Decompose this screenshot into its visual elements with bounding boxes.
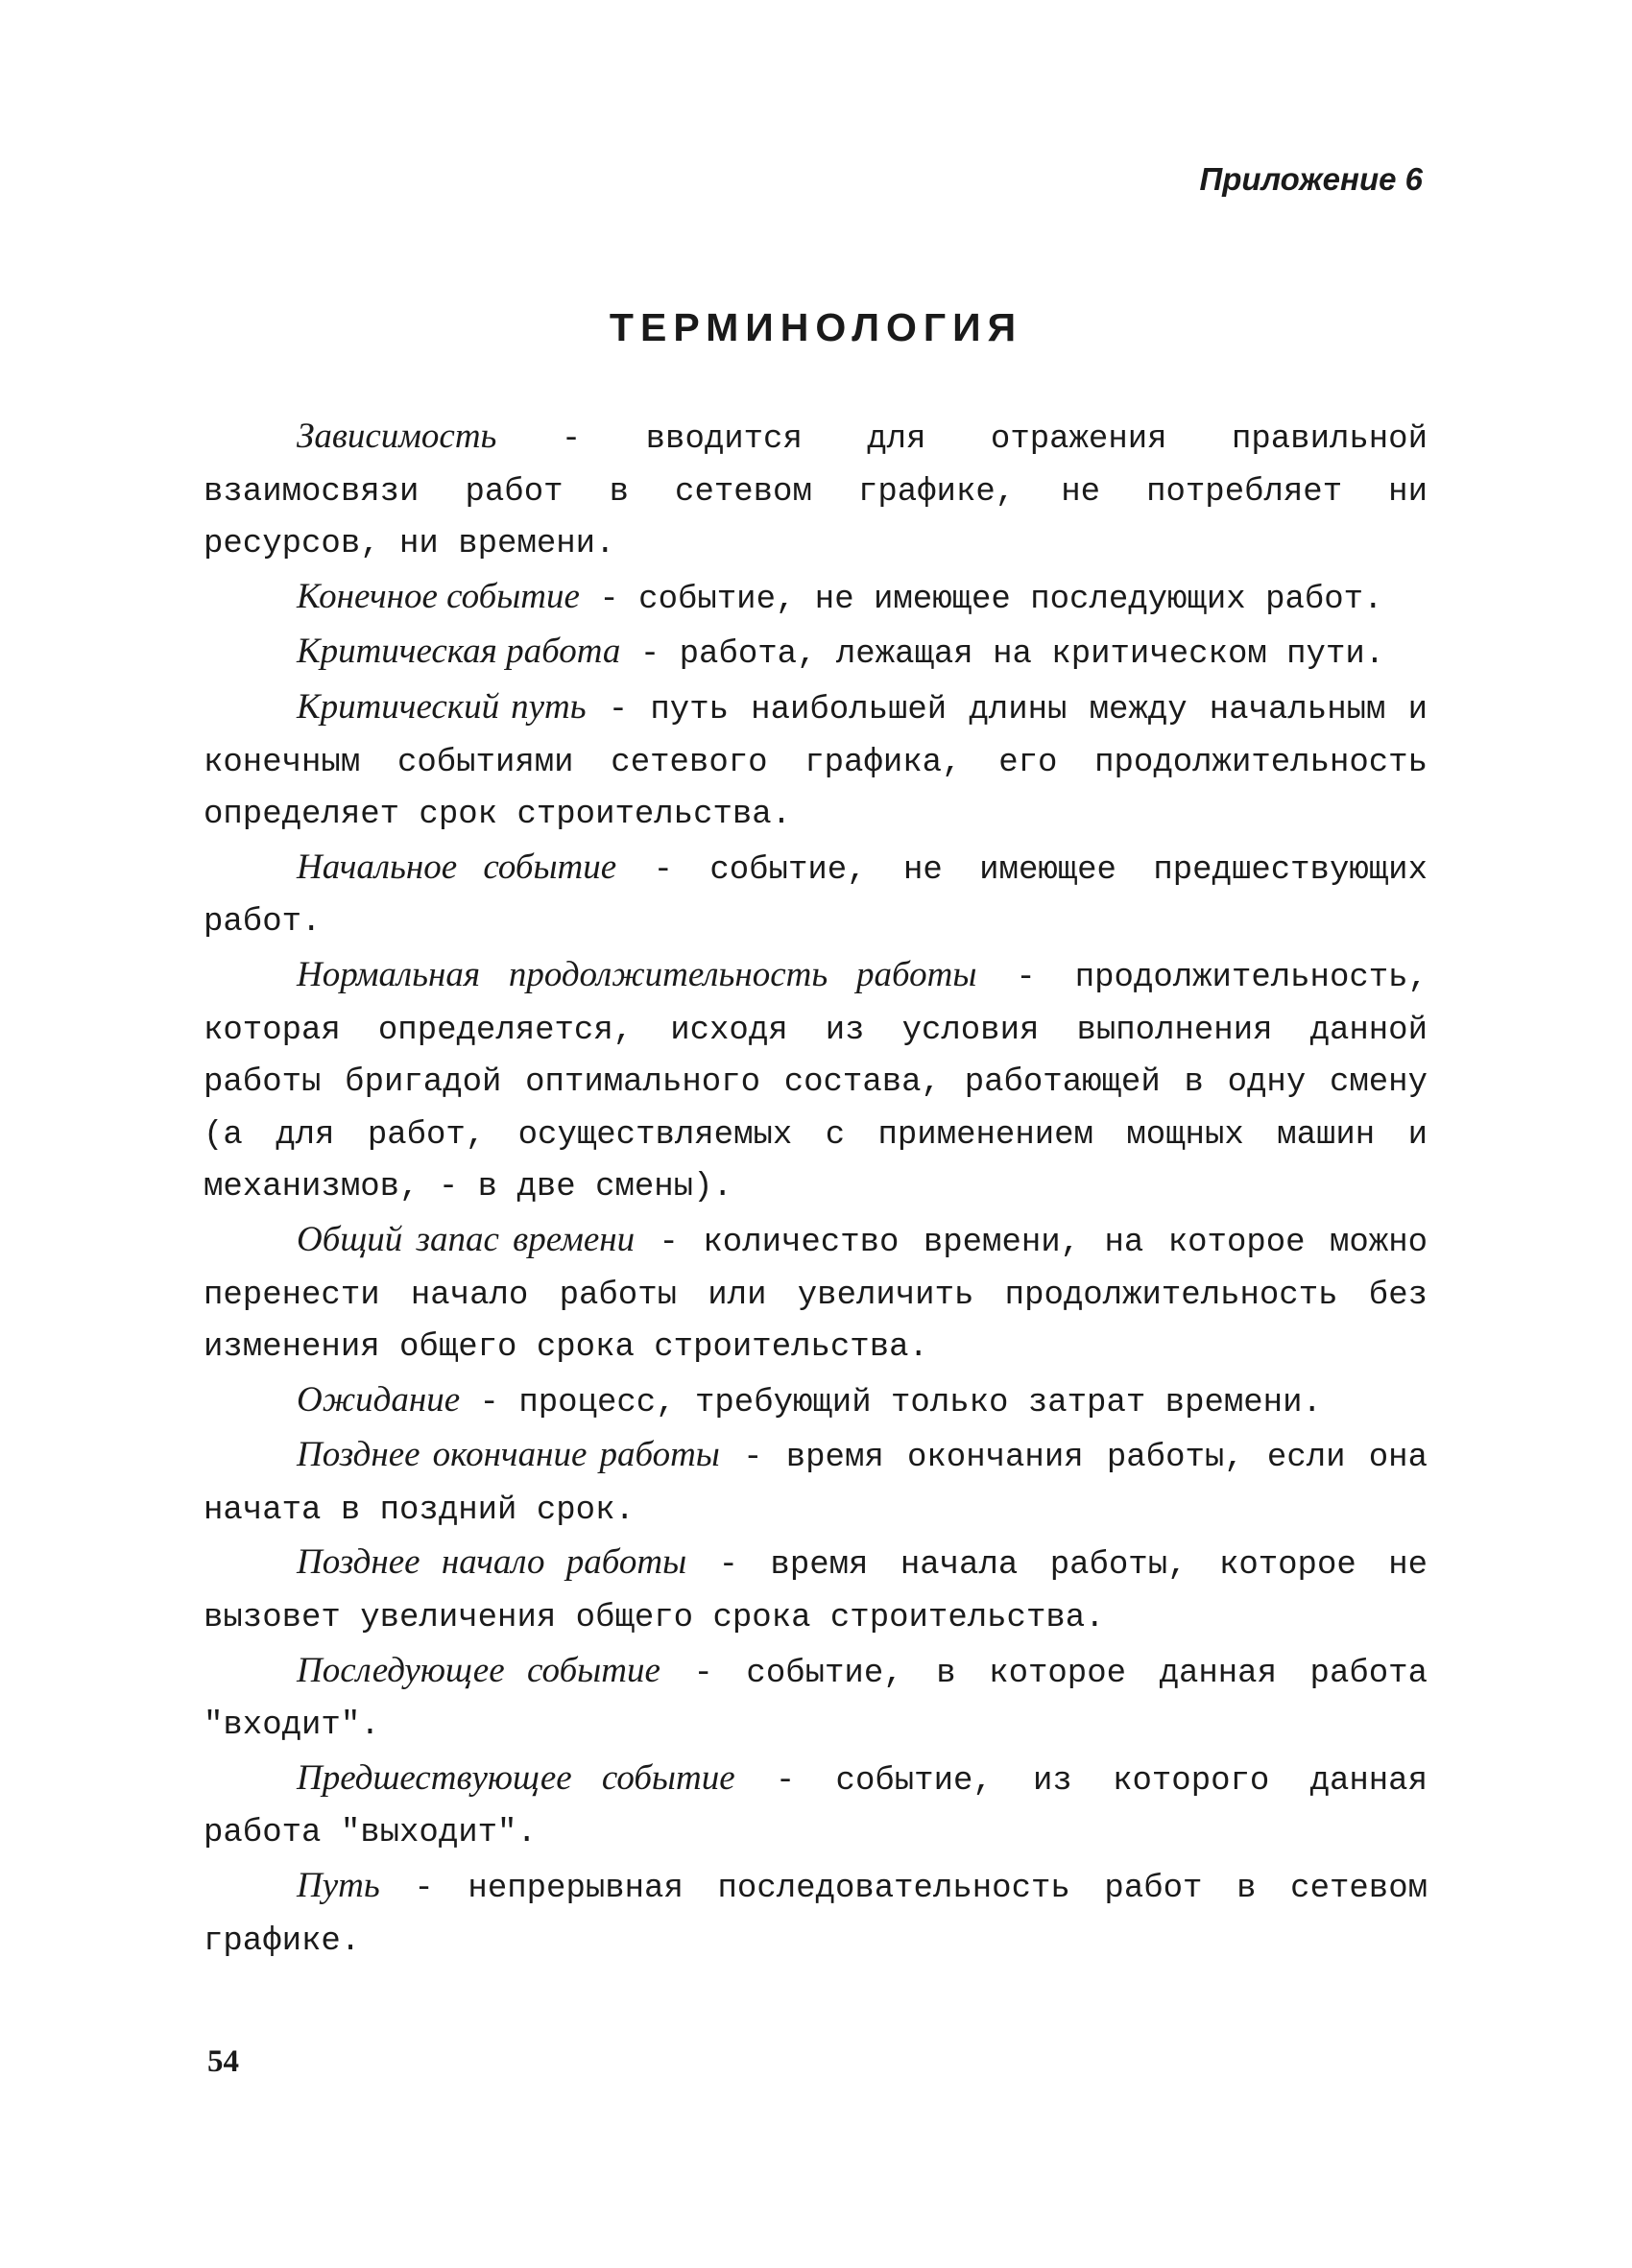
terminology-list (204, 411, 1428, 1968)
definition: - событие, из которого данная работа "выходит". (204, 1762, 1428, 1852)
term-entry-critical-work (204, 626, 1428, 681)
term: Путь (297, 1866, 380, 1906)
definition: - время окончания работы, если она начата в поздний срок. (204, 1440, 1428, 1529)
term-entry-total-float (204, 1214, 1428, 1374)
page-title: ТЕРМИНОЛОГИЯ (609, 305, 1023, 349)
term-entry-start-event (204, 842, 1428, 949)
term-entry-waiting (204, 1374, 1428, 1430)
term: Нормальная продолжительность работы (297, 954, 977, 994)
term: Позднее начало работы (297, 1542, 687, 1583)
term-entry-path (204, 1860, 1428, 1968)
term-entry-late-start (204, 1537, 1428, 1644)
term-entry-critical-path (204, 681, 1428, 842)
term: Предшествующее событие (297, 1757, 735, 1798)
page-number: 54 (207, 2044, 239, 2079)
definition: - путь наибольшей длины между начальным и конечным событиями сетевого графика, его продолжительность определяет срок строительства. (204, 691, 1428, 834)
term: Конечное событие (297, 576, 580, 616)
definition: - работа, лежащая на критическом пути. (620, 636, 1385, 674)
term-entry-late-finish (204, 1429, 1428, 1537)
term-entry-successor-event (204, 1645, 1428, 1753)
term: Критический путь (297, 686, 587, 727)
term-entry-normal-duration (204, 949, 1428, 1214)
term-entry-predecessor-event (204, 1753, 1428, 1860)
term-entry-dependency (204, 411, 1428, 571)
term: Критическая работа (297, 632, 621, 672)
definition: - событие, не имеющее предшествующих работ. (204, 851, 1428, 942)
definition: - непрерывная последовательность работ в сетевом графике. (204, 1871, 1428, 1960)
definition: - событие, не имеющее последующих работ. (579, 581, 1383, 618)
definition: - количество времени, на которое можно перенести начало работы или увеличить продолжительность без изменения общего срока строительства. (204, 1224, 1428, 1367)
definition: - продолжительность, которая определяется, исходя из условия выполнения данной работы бригадой оптимального состава, работающей в одну смену (а для работ, осуществляемых с применением мощных машин и механизмов, - в две смены). (204, 959, 1428, 1206)
term: Последующее событие (297, 1650, 660, 1690)
definition: - событие, в которое данная работа "входит". (204, 1655, 1428, 1745)
definition: - время начала работы, которое не вызовет увеличения общего срока строительства. (204, 1547, 1428, 1637)
term-entry-end-event (204, 571, 1428, 627)
definition: - вводится для отражения правильной взаимосвязи работ в сетевом графике, не потребляет ни ресурсов, ни времени. (204, 421, 1428, 563)
appendix-label: Приложение 6 (1199, 161, 1423, 197)
term: Позднее окончание работы (297, 1435, 720, 1475)
term: Ожидание (297, 1379, 461, 1420)
term: Начальное событие (297, 847, 617, 887)
definition: - процесс, требующий только затрат времени. (460, 1384, 1322, 1421)
term: Зависимость (297, 417, 497, 456)
term: Общий запас времени (297, 1219, 636, 1259)
